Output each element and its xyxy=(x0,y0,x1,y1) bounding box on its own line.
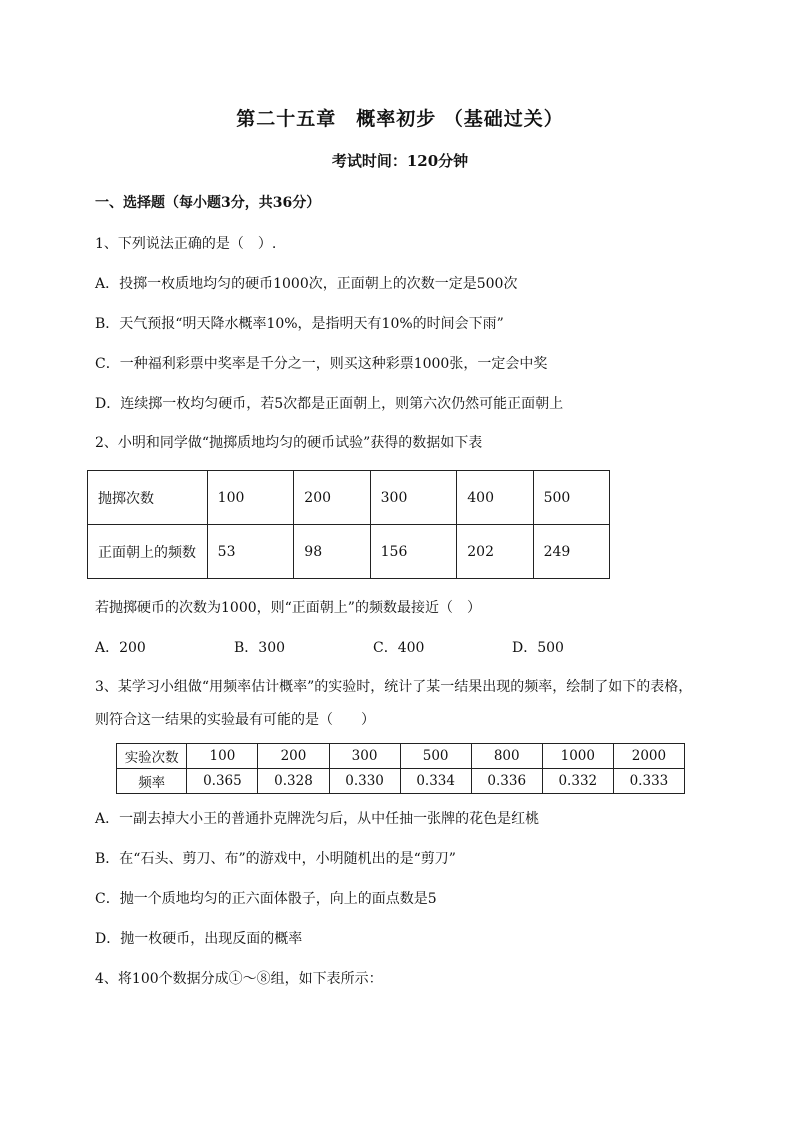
table-cell: 800 xyxy=(471,744,542,769)
question-3-stem-line-2: 则符合这一结果的实验最有可能的是（ ） xyxy=(95,712,375,728)
table-cell: 实验次数 xyxy=(117,744,187,769)
table-cell: 0.334 xyxy=(400,769,471,794)
question-3-option-c: C．抛一个质地均匀的正六面体骰子，向上的面点数是5 xyxy=(95,891,437,907)
question-3-option-d: D．抛一枚硬币，出现反面的概率 xyxy=(95,931,303,947)
table-cell: 抛掷次数 xyxy=(88,471,208,525)
table-cell: 100 xyxy=(207,471,294,525)
section-heading: 一、选择题（每小题3分，共36分） xyxy=(95,195,321,211)
table-cell: 0.333 xyxy=(613,769,684,794)
table-cell: 0.332 xyxy=(542,769,613,794)
table-row xyxy=(88,525,610,579)
table-cell: 200 xyxy=(258,744,329,769)
table-cell: 202 xyxy=(457,525,533,579)
table-cell: 0.328 xyxy=(258,769,329,794)
question-2-option-d: D．500 xyxy=(512,640,564,656)
frequency-table xyxy=(116,743,685,794)
question-2-stem: 2、小明和同学做“抛掷质地均匀的硬币试验”获得的数据如下表 xyxy=(95,435,483,451)
table-cell: 0.330 xyxy=(329,769,400,794)
question-3-option-a: A．一副去掉大小王的普通扑克牌洗匀后，从中任抽一张牌的花色是红桃 xyxy=(95,811,540,827)
table-cell: 正面朝上的频数 xyxy=(88,525,208,579)
table-cell: 1000 xyxy=(542,744,613,769)
table-cell: 0.336 xyxy=(471,769,542,794)
question-1-option-a: A．投掷一枚质地均匀的硬币1000次，正面朝上的次数一定是500次 xyxy=(95,276,518,292)
table-row xyxy=(117,769,685,794)
question-3-option-b: B．在“石头、剪刀、布”的游戏中，小明随机出的是“剪刀” xyxy=(95,851,456,867)
coin-toss-table xyxy=(87,470,610,579)
question-1-option-c: C．一种福利彩票中奖率是千分之一，则买这种彩票1000张，一定会中奖 xyxy=(95,356,548,372)
question-3-stem-line-1: 3、某学习小组做“用频率估计概率”的实验时，统计了某一结果出现的频率，绘制了如下的表格， xyxy=(95,679,693,695)
table-cell: 400 xyxy=(457,471,533,525)
table-cell: 频率 xyxy=(117,769,187,794)
table-cell: 100 xyxy=(187,744,258,769)
question-1-option-b: B．天气预报“明天降水概率10%，是指明天有10%的时间会下雨” xyxy=(95,316,504,332)
exam-duration: 考试时间：120分钟 xyxy=(331,152,469,170)
table-cell: 200 xyxy=(294,471,370,525)
question-4-stem: 4、将100个数据分成①～⑧组，如下表所示： xyxy=(95,971,383,987)
table-row xyxy=(88,471,610,525)
table-row xyxy=(117,744,685,769)
table-cell: 500 xyxy=(400,744,471,769)
table-cell: 249 xyxy=(533,525,609,579)
table-cell: 98 xyxy=(294,525,370,579)
table-cell: 300 xyxy=(370,471,457,525)
question-2-option-c: C．400 xyxy=(373,640,425,656)
question-2-option-b: B．300 xyxy=(234,640,286,656)
question-1-option-d: D．连续掷一枚均匀硬币，若5次都是正面朝上，则第六次仍然可能正面朝上 xyxy=(95,396,564,412)
table-cell: 0.365 xyxy=(187,769,258,794)
table-cell: 156 xyxy=(370,525,457,579)
table-cell: 2000 xyxy=(613,744,684,769)
question-2-question: 若抛掷硬币的次数为1000，则“正面朝上”的频数最接近（ ） xyxy=(95,600,481,616)
question-1-stem: 1、下列说法正确的是（ ）. xyxy=(95,236,277,252)
table-cell: 53 xyxy=(207,525,294,579)
question-2-option-a: A．200 xyxy=(95,640,146,656)
page-title: 第二十五章 概率初步 （基础过关） xyxy=(236,108,564,130)
table-cell: 300 xyxy=(329,744,400,769)
table-cell: 500 xyxy=(533,471,609,525)
